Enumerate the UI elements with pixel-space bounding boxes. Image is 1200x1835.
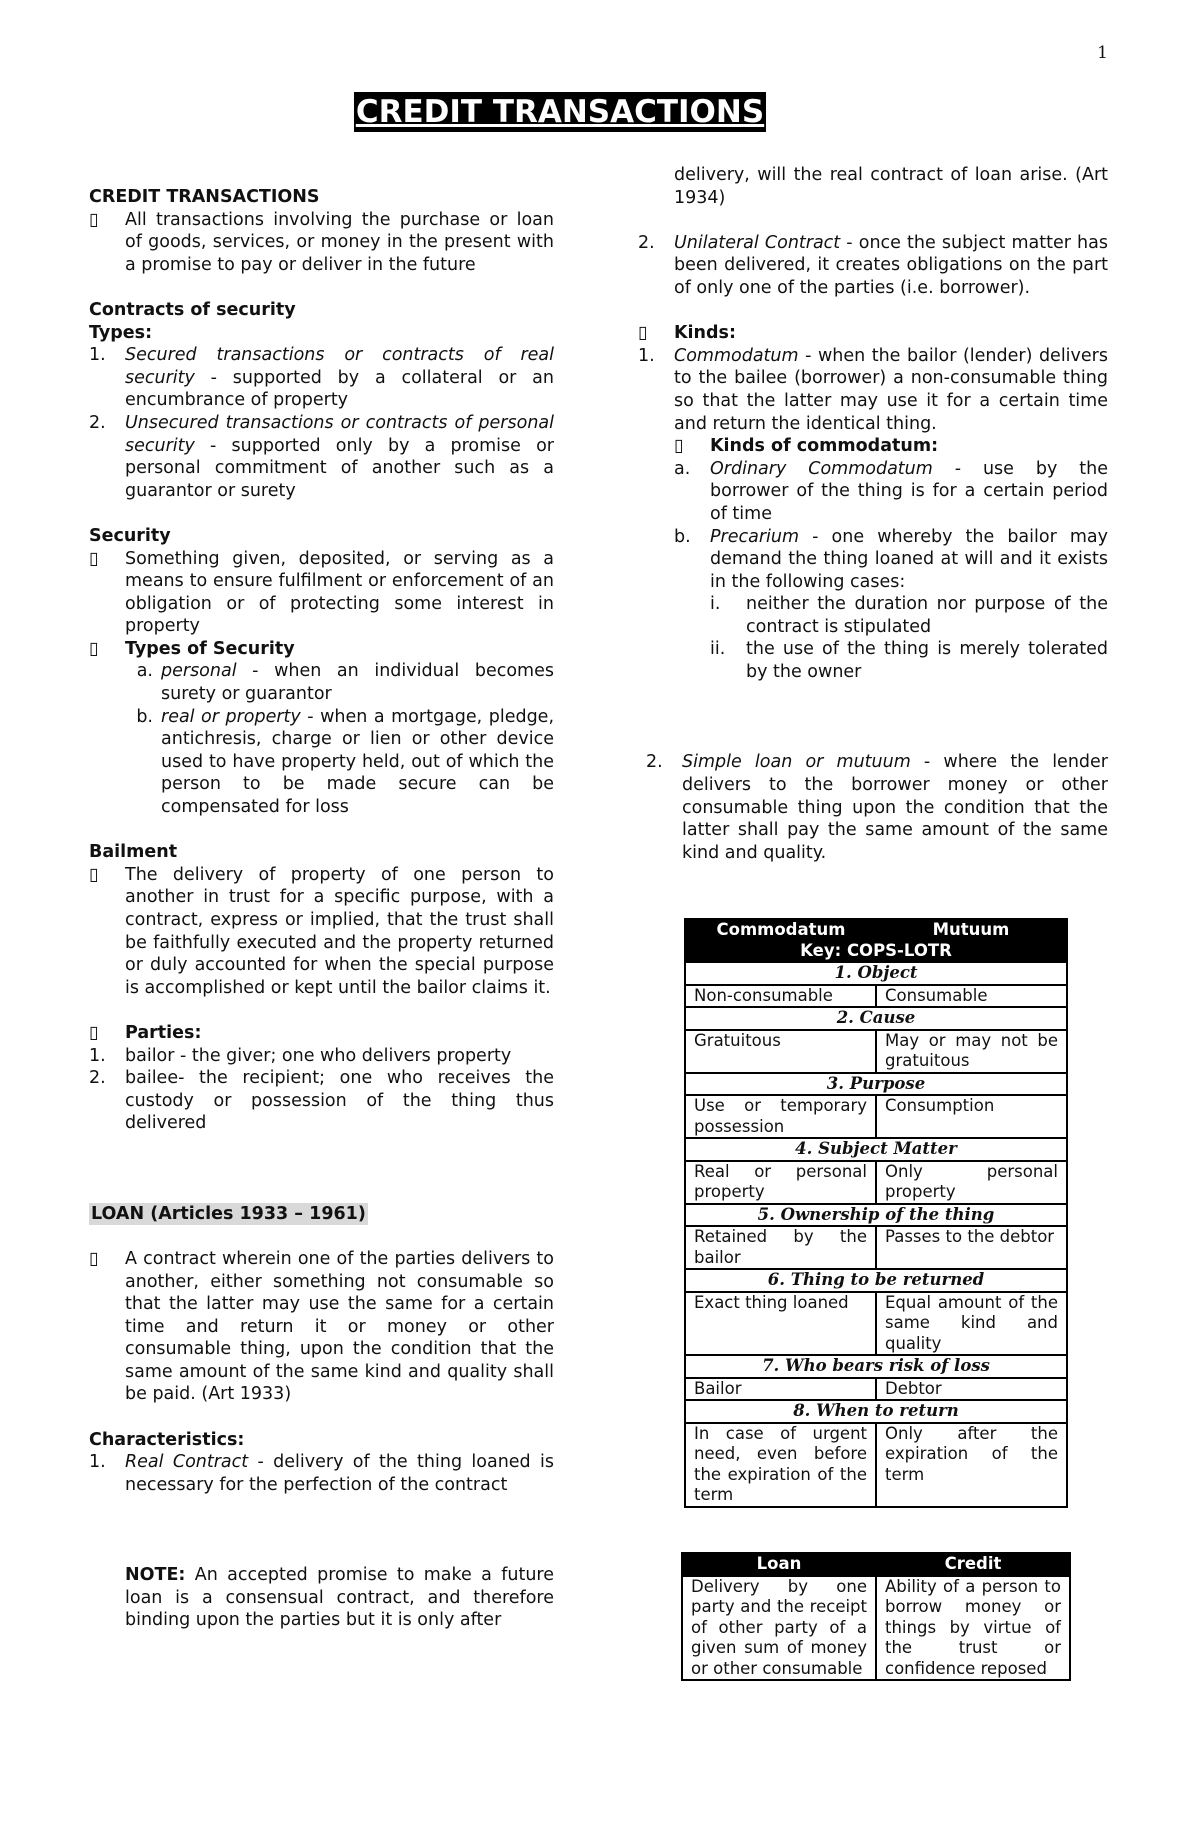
page-title-wrap (0, 92, 1120, 132)
ct-heading: CREDIT TRANSACTIONS (89, 187, 320, 207)
list-item: 2. Unsecured transactions or contracts of personal security - supported only by a promise or personal commitment of another such as a guarantor or surety (89, 412, 554, 501)
kinds-heading: ▯ Kinds: (638, 323, 736, 344)
list-item: ii. the use of the thing is merely tolerated by the owner (710, 639, 1108, 683)
table-cell: Equal amount of the same kind and quality (876, 1292, 1067, 1356)
list-item: a. Ordinary Commodatum - use by the borrower of the thing is for a certain period of time (674, 458, 1108, 524)
table-section-title: 7. Who bears risk of loss (685, 1355, 1067, 1378)
table-row (685, 1292, 1067, 1356)
page-title: CREDIT TRANSACTIONS (355, 94, 765, 130)
list-item: a. personal - when an individual becomes surety or guarantor (136, 661, 554, 705)
note: NOTE: An accepted promise to make a future loan is a consensual contract, and therefore binding upon the parties but it is only after (125, 1565, 554, 1631)
ct-bullet: ▯ All transactions involving the purchase or loan of goods, services, or money in the present with a promise to pay or deliver in the future (89, 209, 554, 275)
bailment-bullet: ▯ The delivery of property of one person to another in trust for a specific purpose, with a contract, express or implied, that the trust shall be faithfully executed and the property returned or duly accounted for when the special purpose is accomplished or kept until the bailor claims it. (89, 864, 554, 998)
bullet-icon: ▯ (89, 638, 99, 659)
table-row (685, 985, 1067, 1008)
table-section-title: 2. Cause (685, 1007, 1067, 1030)
table-section-title: 1. Object (685, 962, 1067, 985)
table-row: Delivery by one party and the receipt of other party of a given sum of money or other consumable Ability of a person to borrow money or things by virtue of the trust or confidence reposed (682, 1576, 1070, 1681)
bullet-icon: ▯ (89, 548, 99, 569)
table-row (685, 1095, 1067, 1138)
security-heading: Security (89, 525, 171, 546)
security-bullet: ▯ Something given, deposited, or serving as a means to ensure fulfilment or enforcement of an obligation or of protecting some interest in property (89, 548, 554, 637)
commodatum-mutuum-table (684, 918, 1068, 1508)
table-cell: Only personal property (876, 1161, 1067, 1204)
table-header: Commodatum Mutuum Key: COPS-LOTR (685, 919, 1067, 962)
table-section-title: 8. When to return (685, 1400, 1067, 1423)
table-cell: Bailor (685, 1378, 876, 1401)
list-item: 2. bailee- the recipient; one who receives the custody or possession of the thing thus delivered (89, 1068, 554, 1134)
table-row (685, 1378, 1067, 1401)
table-cell: Consumable (876, 985, 1067, 1008)
list-item: 1. Secured transactions or contracts of real security - supported by a collateral or an encumbrance of property (89, 345, 554, 411)
bullet-icon: ▯ (89, 209, 99, 230)
parties-heading: ▯ Parties: (89, 1022, 202, 1043)
list-item: 2. Simple loan or mutuum - where the lender delivers to the borrower money or other consumable thing upon the condition that the latter shall pay the same amount of the same kind and quality. (646, 752, 1108, 863)
table-cell: Consumption (876, 1095, 1067, 1138)
table-section-title: 4. Subject Matter (685, 1138, 1067, 1161)
loan-credit-table (681, 1552, 1071, 1681)
table-row (685, 1030, 1067, 1073)
loan-bullet: ▯ A contract wherein one of the parties delivers to another, either something not consumable so that the latter may use the same for a certain time and return it or money or other consumable thing, upon the condition that the same amount of the same kind and quality shall be paid. (Art 1933) (89, 1248, 554, 1405)
table-section-title: 6. Thing to be returned (685, 1269, 1067, 1292)
list-item: 1. Real Contract - delivery of the thing loaned is necessary for the perfection of the contract (89, 1452, 554, 1495)
bailment-heading: Bailment (89, 842, 178, 863)
table-cell: May or may not be gratuitous (876, 1030, 1067, 1073)
types-security: ▯ Types of Security (89, 638, 295, 659)
table-cell: Gratuitous (685, 1030, 876, 1073)
table-section-title: 5. Ownership of the thing (685, 1204, 1067, 1227)
list-item: b. real or property - when a mortgage, pledge, antichresis, charge or lien or other device used to have property held, out of which the person to be made secure can be compensated for loss (136, 706, 555, 818)
table-section-title: 3. Purpose (685, 1073, 1067, 1096)
list-item: b. Precarium - one whereby the bailor may demand the thing loaned at will and it exists in the following cases: (674, 526, 1108, 592)
table-cell: Real or personal property (685, 1161, 876, 1204)
table-cell: Exact thing loaned (685, 1292, 876, 1356)
table-row (685, 1226, 1067, 1269)
table-cell: Use or temporary possession (685, 1095, 876, 1138)
table-cell: Non-consumable (685, 985, 876, 1008)
list-item: 1. bailor - the giver; one who delivers property (89, 1045, 512, 1066)
bullet-icon: ▯ (89, 864, 99, 885)
bullet-icon: ▯ (89, 1248, 99, 1269)
list-item: 2. Unilateral Contract - once the subject matter has been delivered, it creates obligations on the part of only one of the parties (i.e. borrower). (638, 232, 1108, 298)
bullet-icon: ▯ (638, 323, 648, 344)
table-cell: Debtor (876, 1378, 1067, 1401)
right-column (638, 164, 1108, 864)
loan-heading: LOAN (Articles 1933 – 1961) (91, 1203, 366, 1224)
table-cell: Retained by the bailor (685, 1226, 876, 1269)
list-item: i. neither the duration nor purpose of the contract is stipulated (710, 594, 1108, 637)
cont-text: delivery, will the real contract of loan arise. (Art 1934) (674, 165, 1108, 208)
bullet-icon: ▯ (89, 1022, 99, 1043)
cos-heading: Contracts of security (89, 299, 296, 320)
page-number: 1 (1097, 43, 1108, 63)
list-item: 1. Commodatum - when the bailor (lender) delivers to the bailee (borrower) a non-consumable thing so that the latter may use it for a certain time and return the identical thing. (638, 345, 1108, 434)
table-cell: In case of urgent need, even before the expiration of the term (685, 1423, 876, 1507)
types-heading: Types: (89, 322, 153, 343)
table-cell: Passes to the debtor (876, 1226, 1067, 1269)
left-column (89, 186, 554, 1632)
bullet-icon: ▯ (674, 436, 684, 457)
char-heading: Characteristics: (89, 1429, 245, 1450)
table-row (685, 1161, 1067, 1204)
table-cell: Only after the expiration of the term (876, 1423, 1067, 1507)
kinds-comm-heading: ▯ Kinds of commodatum: (674, 436, 939, 457)
table-row (685, 1423, 1067, 1507)
table-header: Loan Credit (682, 1553, 1070, 1576)
